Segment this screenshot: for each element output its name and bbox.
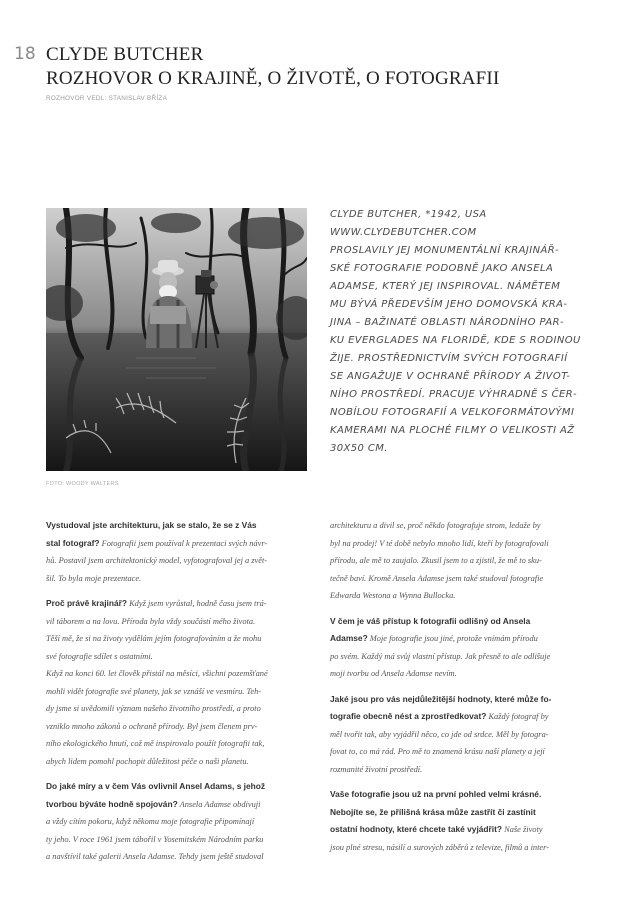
answer-text: po svém. Každý má svůj vlastní přístup. Jak přesně to ale odlišuje — [330, 651, 551, 661]
text-line — [46, 831, 308, 849]
text-line — [330, 804, 592, 822]
question-text: Vaše fotografie jsou už na první pohled velmi krásné. — [330, 789, 542, 799]
answer-text: přírodu, ale mě to zaujalo. Zkusil jsem to a zjistil, že mě to sku- — [330, 556, 542, 565]
photo-credit: FOTO: WOODY WALTERS — [46, 481, 119, 487]
bio-line: ADAMSE, KTERÝ JEJ INSPIROVAL. NÁMĚTEM — [330, 281, 561, 292]
answer-text: rozmanité životní prostředí. — [330, 764, 423, 774]
bio-line: NOBÍLOU FOTOGRAFIÍ A VELKOFORMÁTOVÝMI — [330, 407, 575, 418]
paragraph-gap — [46, 587, 308, 595]
text-line — [330, 708, 592, 726]
answer-text: Když na konci 60. let člověk přistál na měsíci, všichni pozemšťané — [46, 669, 268, 678]
answer-text: abych lidem pomohl pochopit důležitost péče o naši planetu. — [46, 756, 249, 766]
answer-text: Naše životy — [502, 825, 543, 834]
text-line — [330, 691, 592, 709]
title-line-2: ROZHOVOR O KRAJINĚ, O ŽIVOTĚ, O FOTOGRAFII — [46, 68, 500, 89]
text-line — [330, 726, 592, 744]
text-line — [330, 517, 592, 535]
bio-line: NÍHO PROSTŘEDÍ. PRACUJE VÝHRADNĚ S ČER- — [330, 389, 578, 400]
answer-text: byl na prodej! V té době nebylo mnoho lidí, kteří by fotografovali — [330, 538, 549, 548]
bio-line: MU BÝVÁ PŘEDEVŠÍM JEHO DOMOVSKÁ KRA- — [330, 299, 568, 310]
bio-line: SE ANGAŽUJE V OCHRANĚ PŘÍRODY A ŽIVOT- — [330, 371, 571, 382]
answer-text: a navštívil také galerii Ansela Adamse. Tehdy jsem ještě studoval — [46, 852, 264, 861]
answer-text: Fotografii jsem používal k prezentaci svých návr- — [99, 538, 268, 548]
question-text: V čem je váš přístup k fotografii odlišný od Ansela — [330, 615, 531, 626]
text-line — [330, 839, 592, 857]
answer-text: ního ekologického hnutí, což mě inspirovalo použít fotografii tak, — [46, 739, 265, 748]
answer-text: šil. To byla moje prezentace. — [46, 573, 142, 583]
text-line — [330, 552, 592, 570]
text-line — [46, 630, 308, 648]
answer-text: fovat to, co má rád. Pro mě to znamená krásu naší planety a její — [330, 747, 545, 756]
answer-text: mohli vidět fotografie své planety, jak se vznáší ve vesmíru. Teh- — [46, 686, 262, 696]
answer-text: Ansela Adamse obdivuji — [177, 799, 261, 809]
answer-text: Moje fotografie jsou jiné, protože vnímám přírodu — [367, 634, 538, 643]
paragraph-gap — [330, 605, 592, 613]
question-text: Adamse? — [330, 633, 368, 643]
answer-text: moji tvorbu od Ansela Adamse nevím. — [330, 669, 457, 678]
text-line — [46, 517, 308, 535]
bio-line: KU EVERGLADES NA FLORIDĚ, KDE S RODINOU — [330, 335, 581, 346]
text-line — [46, 613, 308, 631]
text-line — [46, 778, 308, 796]
text-line — [46, 735, 308, 753]
bio-line: KAMERAMI NA PLOCHÉ FILMY O VELIKOSTI AŽ — [330, 425, 575, 436]
text-line — [46, 753, 308, 771]
portrait-photo — [46, 208, 307, 471]
bio-line: WWW.CLYDEBUTCHER.COM — [330, 227, 477, 238]
title-line-1: CLYDE BUTCHER — [46, 44, 204, 65]
page-number: 18 — [14, 44, 36, 64]
text-line — [330, 648, 592, 666]
bio-line: ŽIJE. PROSTŘEDNICTVÍM SVÝCH FOTOGRAFIÍ — [330, 353, 568, 364]
answer-text: Těší mě, že si na životy vydělám jejím fotografováním a že mohu — [46, 634, 262, 643]
question-text: tvorbou býváte hodně spojován? — [46, 798, 178, 809]
answer-text: tečně baví. Kromě Ansela Adamse jsem také studoval fotografie — [330, 573, 544, 583]
bio-line: 30X50 CM. — [330, 443, 388, 454]
text-line — [46, 700, 308, 718]
question-text: Do jaké míry a v čem Vás ovlivnil Ansel Adams, s jehož — [46, 781, 266, 791]
answer-text: Každý fotograf by — [486, 712, 549, 721]
text-line — [46, 813, 308, 831]
text-line — [330, 535, 592, 553]
text-line — [46, 665, 308, 683]
text-line — [46, 683, 308, 701]
text-line — [46, 848, 308, 866]
paragraph-gap — [330, 778, 592, 786]
question-text: tografie obecně nést a zprostředkovat? — [330, 711, 487, 721]
interview-column-left — [46, 517, 308, 866]
text-line — [330, 743, 592, 761]
question-text: Proč právě krajinář? — [46, 598, 127, 608]
interviewer-credit: ROZHOVOR VEDL: STANISLAV BŘÍZA — [46, 95, 168, 102]
bio-line: SKÉ FOTOGRAFIE PODOBNĚ JAKO ANSELA — [330, 263, 554, 274]
answer-text: vil táborem a na lovu. Příroda byla vždy součástí mého života. — [46, 616, 256, 626]
article-title — [46, 43, 499, 91]
paragraph-gap — [330, 683, 592, 691]
answer-text: Edwarda Westona a Wynna Bullocka. — [330, 591, 456, 600]
answer-text: ty jeho. V roce 1961 jsem tábořil v Yosemitském Národním parku — [46, 834, 264, 844]
answer-text: architekturu a divil se, proč někdo fotografuje strom, ledaže by — [330, 521, 541, 530]
interview-column-right — [330, 517, 592, 856]
swamp-photo-illustration — [46, 208, 307, 471]
text-line — [330, 761, 592, 779]
author-bio — [330, 206, 592, 458]
answer-text: dy jsme si uvědomili význam našeho životního prostředí, a proto — [46, 704, 261, 713]
text-line — [330, 570, 592, 588]
answer-text: měl tvořit tak, aby vyjádřil něco, co jde od srdce. Měl by fotogra- — [330, 729, 549, 739]
question-text: stal fotograf? — [46, 537, 100, 548]
answer-text: hů. Postavil jsem architektonický model, vyfotografoval jej a zvět- — [46, 556, 268, 565]
bio-line: PROSLAVILY JEJ MONUMENTÁLNÍ KRAJINÁŘ- — [330, 245, 560, 256]
text-line — [330, 821, 592, 839]
question-text: Vystudoval jste architekturu, jak se stalo, že se z Vás — [46, 520, 257, 530]
text-line — [330, 613, 592, 631]
answer-text: Když jsem vyrůstal, hodně času jsem trá- — [127, 599, 267, 608]
question-text: ostatní hodnoty, které chcete také vyjádřit? — [330, 824, 503, 834]
paragraph-gap — [46, 770, 308, 778]
bio-line: JINA – BAŽINATÉ OBLASTI NÁRODNÍHO PAR- — [330, 317, 564, 328]
answer-text: vzniklo mnoho zákonů o ochraně přírody. Byl jsem členem prv- — [46, 721, 258, 731]
text-line — [330, 786, 592, 804]
text-line — [46, 535, 308, 553]
text-line — [46, 552, 308, 570]
text-line — [46, 718, 308, 736]
answer-text: a vždy cítím pokoru, když někomu moje fotografie připomínají — [46, 817, 255, 826]
text-line — [330, 630, 592, 648]
text-line — [46, 796, 308, 814]
text-line — [46, 595, 308, 613]
answer-text: jsou plné stresu, násilí a surových záběrů z televize, filmů a inter- — [330, 842, 550, 852]
text-line — [330, 587, 592, 605]
question-text: Jaké jsou pro vás nejdůležitější hodnoty, které může fo- — [330, 693, 552, 704]
answer-text: své fotografie sdílet s ostatními. — [46, 651, 153, 661]
question-text: Nebojíte se, že přílišná krása může zastřít či zastínit — [330, 806, 536, 817]
text-line — [46, 648, 308, 666]
text-line — [46, 570, 308, 588]
bio-line: CLYDE BUTCHER, *1942, USA — [330, 209, 487, 220]
text-line — [330, 665, 592, 683]
